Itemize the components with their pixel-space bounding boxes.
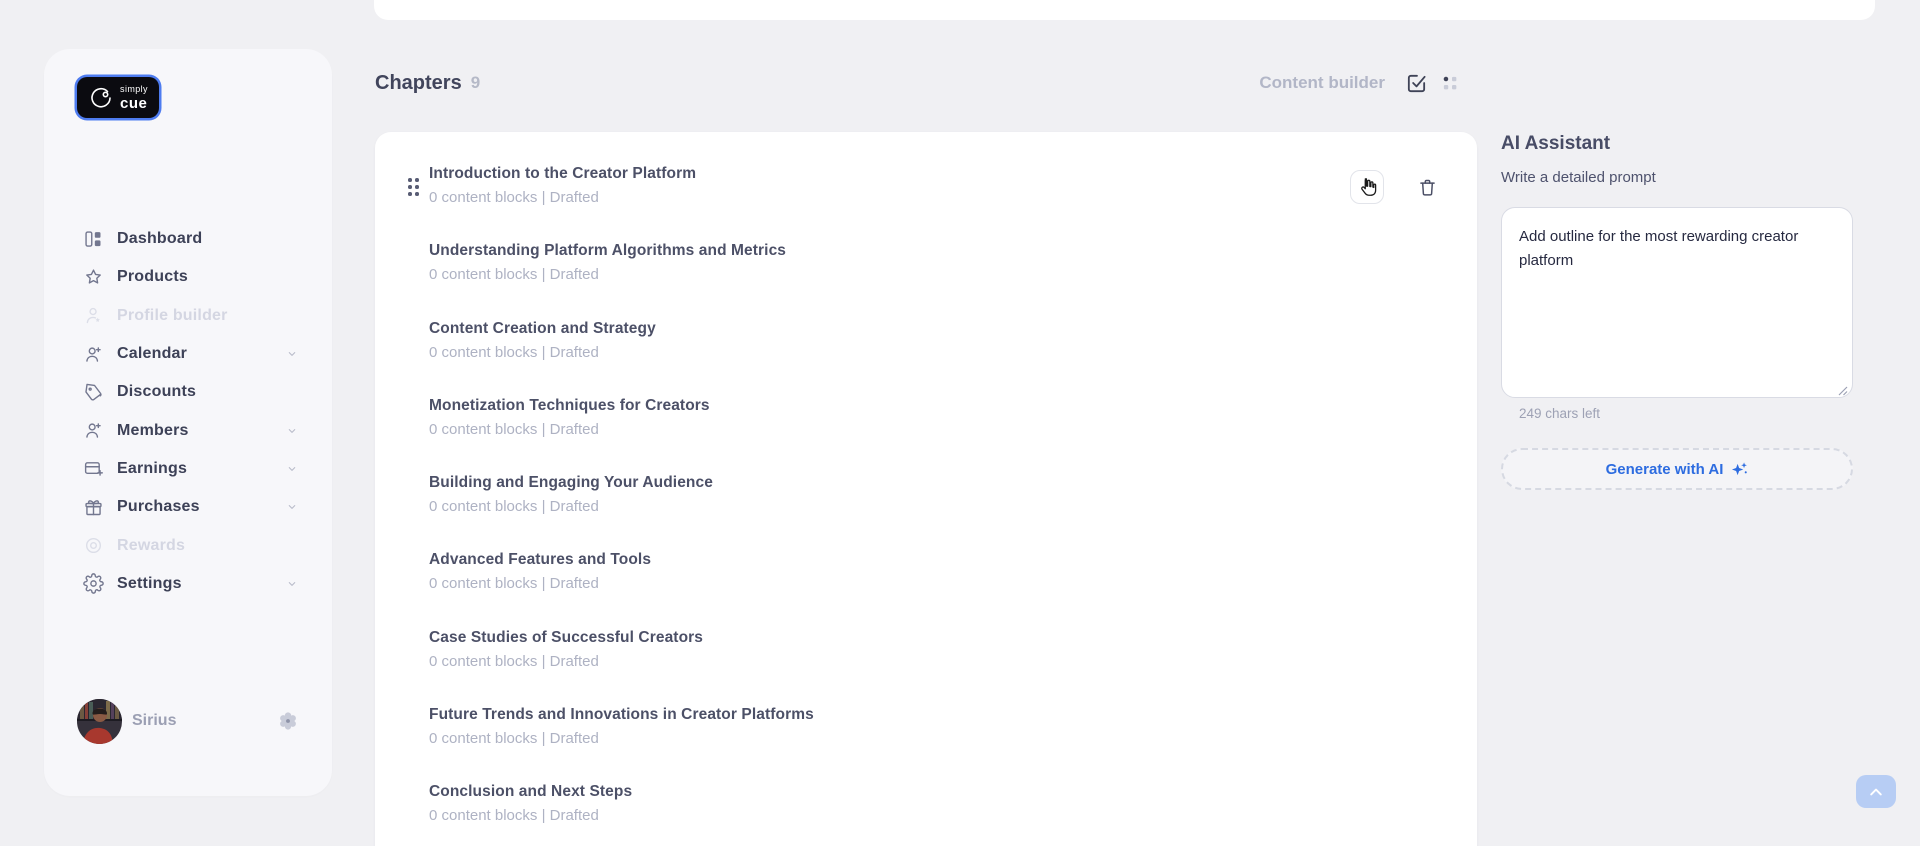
chapter-title[interactable]: Future Trends and Innovations in Creator Platforms xyxy=(429,706,814,723)
flower-gear-icon[interactable] xyxy=(277,710,299,732)
user-profile-row[interactable] xyxy=(77,698,299,744)
sidebar-item-label: Dashboard xyxy=(117,230,203,248)
chapter-row[interactable] xyxy=(429,242,1189,283)
chapter-row[interactable] xyxy=(429,629,1189,670)
top-tab-bar xyxy=(374,0,1875,20)
chapter-meta: 0 content blocks | Drafted xyxy=(429,189,599,206)
card-plus-icon xyxy=(83,458,104,479)
dashboard-icon xyxy=(83,229,104,250)
chapter-meta: 0 content blocks | Drafted xyxy=(429,807,599,824)
sidebar-item-calendar[interactable] xyxy=(44,335,332,373)
chapter-title[interactable]: Building and Engaging Your Audience xyxy=(429,474,713,491)
chapter-title[interactable]: Monetization Techniques for Creators xyxy=(429,397,710,414)
sidebar-item-dashboard[interactable] xyxy=(44,220,332,258)
gear-icon xyxy=(83,573,104,594)
chapter-row[interactable] xyxy=(429,320,1189,361)
brand-wordmark: simply cue xyxy=(120,83,148,112)
chapter-row[interactable] xyxy=(429,165,1189,206)
chapters-header xyxy=(375,70,1477,96)
trash-icon[interactable] xyxy=(1417,176,1438,199)
chevron-down-icon[interactable] xyxy=(286,425,298,437)
chapter-title[interactable]: Introduction to the Creator Platform xyxy=(429,165,697,182)
drag-handle-icon[interactable] xyxy=(408,178,420,202)
chevron-down-icon[interactable] xyxy=(286,348,298,360)
person-star-icon xyxy=(83,305,104,326)
chapter-meta: 0 content blocks | Drafted xyxy=(429,730,599,747)
ai-assistant-title: AI Assistant xyxy=(1501,133,1611,154)
chevron-down-icon[interactable] xyxy=(286,501,298,513)
chapter-meta: 0 content blocks | Drafted xyxy=(429,653,599,670)
sidebar-item-label: Settings xyxy=(117,574,182,592)
generate-with-ai-button[interactable] xyxy=(1501,448,1853,490)
chapter-meta: 0 content blocks | Drafted xyxy=(429,266,599,283)
sidebar-item-earnings[interactable] xyxy=(44,450,332,488)
chars-left-counter: 249 chars left xyxy=(1519,406,1601,421)
scroll-to-top-button[interactable] xyxy=(1856,775,1896,808)
chapter-row[interactable] xyxy=(429,397,1189,438)
ai-prompt-input[interactable] xyxy=(1501,207,1853,398)
generate-button-label: Generate with AI xyxy=(1605,460,1724,478)
chapter-meta: 0 content blocks | Drafted xyxy=(429,575,599,592)
tag-icon xyxy=(83,382,104,403)
chapters-card xyxy=(375,132,1477,846)
sidebar-item-members[interactable] xyxy=(44,411,332,449)
chapter-row-actions xyxy=(1350,170,1438,204)
chapter-title[interactable]: Conclusion and Next Steps xyxy=(429,783,633,800)
sidebar-nav xyxy=(44,220,332,603)
sidebar-item-rewards xyxy=(44,526,332,564)
chapter-meta: 0 content blocks | Drafted xyxy=(429,421,599,438)
chapter-row[interactable] xyxy=(429,783,1189,824)
hand-cursor-icon xyxy=(1356,176,1378,198)
sidebar-item-purchases[interactable] xyxy=(44,488,332,526)
cue-circle-logo-icon xyxy=(88,85,114,111)
star-icon xyxy=(83,267,104,288)
sidebar-item-label: Profile builder xyxy=(117,306,228,324)
chapter-row[interactable] xyxy=(429,474,1189,515)
edit-check-icon[interactable] xyxy=(1405,72,1428,95)
sidebar-item-label: Earnings xyxy=(117,459,188,477)
chapter-title[interactable]: Case Studies of Successful Creators xyxy=(429,629,703,646)
sidebar-item-profile-builder xyxy=(44,297,332,335)
chapter-title[interactable]: Advanced Features and Tools xyxy=(429,551,652,568)
grid-dots-icon[interactable] xyxy=(1442,75,1459,92)
ai-prompt-label: Write a detailed prompt xyxy=(1501,169,1656,186)
gift-icon xyxy=(83,497,104,518)
content-builder-group xyxy=(1259,72,1477,95)
avatar[interactable] xyxy=(77,699,122,744)
sidebar-item-label: Calendar xyxy=(117,345,188,363)
sidebar-item-discounts[interactable] xyxy=(44,373,332,411)
user-plus-icon xyxy=(83,420,104,441)
badge-circle-icon xyxy=(83,535,104,556)
content-builder-label: Content builder xyxy=(1259,73,1385,92)
user-name: Sirius xyxy=(132,712,177,729)
chapter-title[interactable]: Content Creation and Strategy xyxy=(429,320,656,337)
page-title: Chapters xyxy=(375,71,462,94)
sidebar-item-products[interactable] xyxy=(44,258,332,296)
sidebar-item-label: Purchases xyxy=(117,498,200,516)
chapter-count: 9 xyxy=(470,73,481,92)
chevron-up-icon xyxy=(1868,785,1884,799)
edit-chapter-button[interactable] xyxy=(1350,170,1384,204)
sidebar xyxy=(44,49,332,796)
chapter-row[interactable] xyxy=(429,551,1189,592)
chevron-down-icon[interactable] xyxy=(286,463,298,475)
chapter-title[interactable]: Understanding Platform Algorithms and Metrics xyxy=(429,242,787,259)
chapter-meta: 0 content blocks | Drafted xyxy=(429,498,599,515)
sidebar-item-label: Members xyxy=(117,421,189,439)
sidebar-item-label: Rewards xyxy=(117,536,186,554)
sidebar-item-settings[interactable] xyxy=(44,565,332,603)
chevron-down-icon[interactable] xyxy=(286,578,298,590)
user-plus-icon xyxy=(83,344,104,365)
chapter-meta: 0 content blocks | Drafted xyxy=(429,344,599,361)
brand-logo[interactable] xyxy=(77,77,159,118)
chapter-row[interactable] xyxy=(429,706,1189,747)
sparkles-icon xyxy=(1731,461,1748,478)
sidebar-item-label: Discounts xyxy=(117,383,197,401)
sidebar-item-label: Products xyxy=(117,268,188,286)
